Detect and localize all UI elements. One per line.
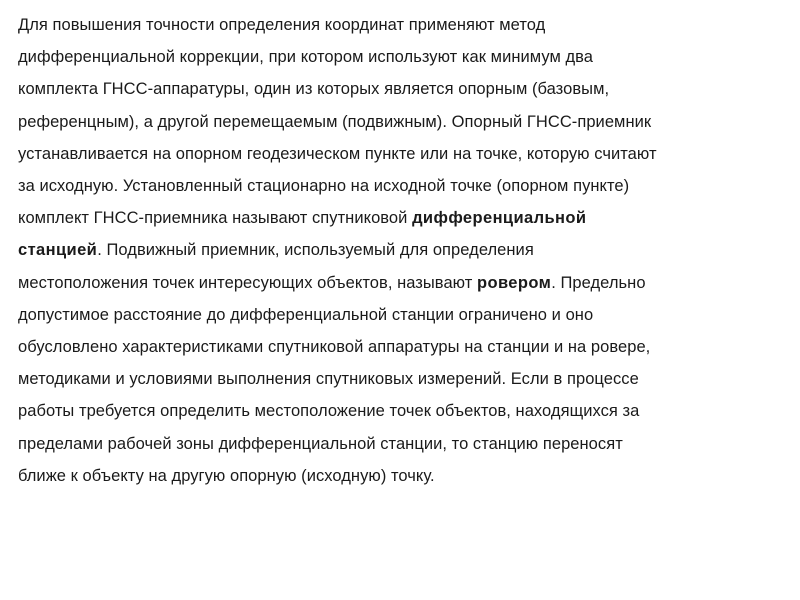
text-line-4: референцным), а другой перемещаемым (подвижным). Опорный ГНСС-приемник [18,112,652,131]
text-line-8 [18,234,776,266]
text-line-11: обусловлено характеристиками спутниковой аппаратуры на станции и на ровере, [18,338,651,357]
text-line-3: комплекта ГНСС-аппаратуры, один из которых является опорным (базовым, [18,80,610,99]
text-line-1: Для повышения точности определения координат применяют метод [18,16,546,34]
text-line-2: дифференциальной коррекции, при котором используют как минимум два [18,48,594,67]
term-rover: ровером [476,273,552,292]
text-line-5: устанавливается на опорном геодезическом пункте или на точке, которую считают [18,144,657,163]
text-line-13: работы требуется определить местоположение точек объектов, находящихся за [18,402,640,421]
text-line-9 [18,267,776,299]
term-station: станцией [18,241,98,260]
text-line-10: допустимое расстояние до дифференциальной станции ограничено и оно [18,305,594,324]
body-paragraph [18,9,776,492]
text-line-8-plain: . Подвижный приемник, используемый для определения [97,241,534,260]
text-line-9-plain-start: местоположения точек интересующих объектов, называют [18,273,477,292]
text-line-12: методиками и условиями выполнения спутниковых измерений. Если в процессе [18,370,639,389]
text-line-15: ближе к объекту на другую опорную (исходную) точку. [18,466,435,485]
text-line-9-plain-end: . Предельно [551,273,646,292]
text-line-6: за исходную. Установленный стационарно на исходной точке (опорном пункте) [18,177,630,196]
term-differential: дифференциальной [412,209,587,228]
text-line-7-plain: комплект ГНСС-приемника называют спутниковой [18,209,413,228]
text-line-14: пределами рабочей зоны дифференциальной станции, то станцию переносят [18,434,623,453]
text-line-7 [18,202,776,234]
